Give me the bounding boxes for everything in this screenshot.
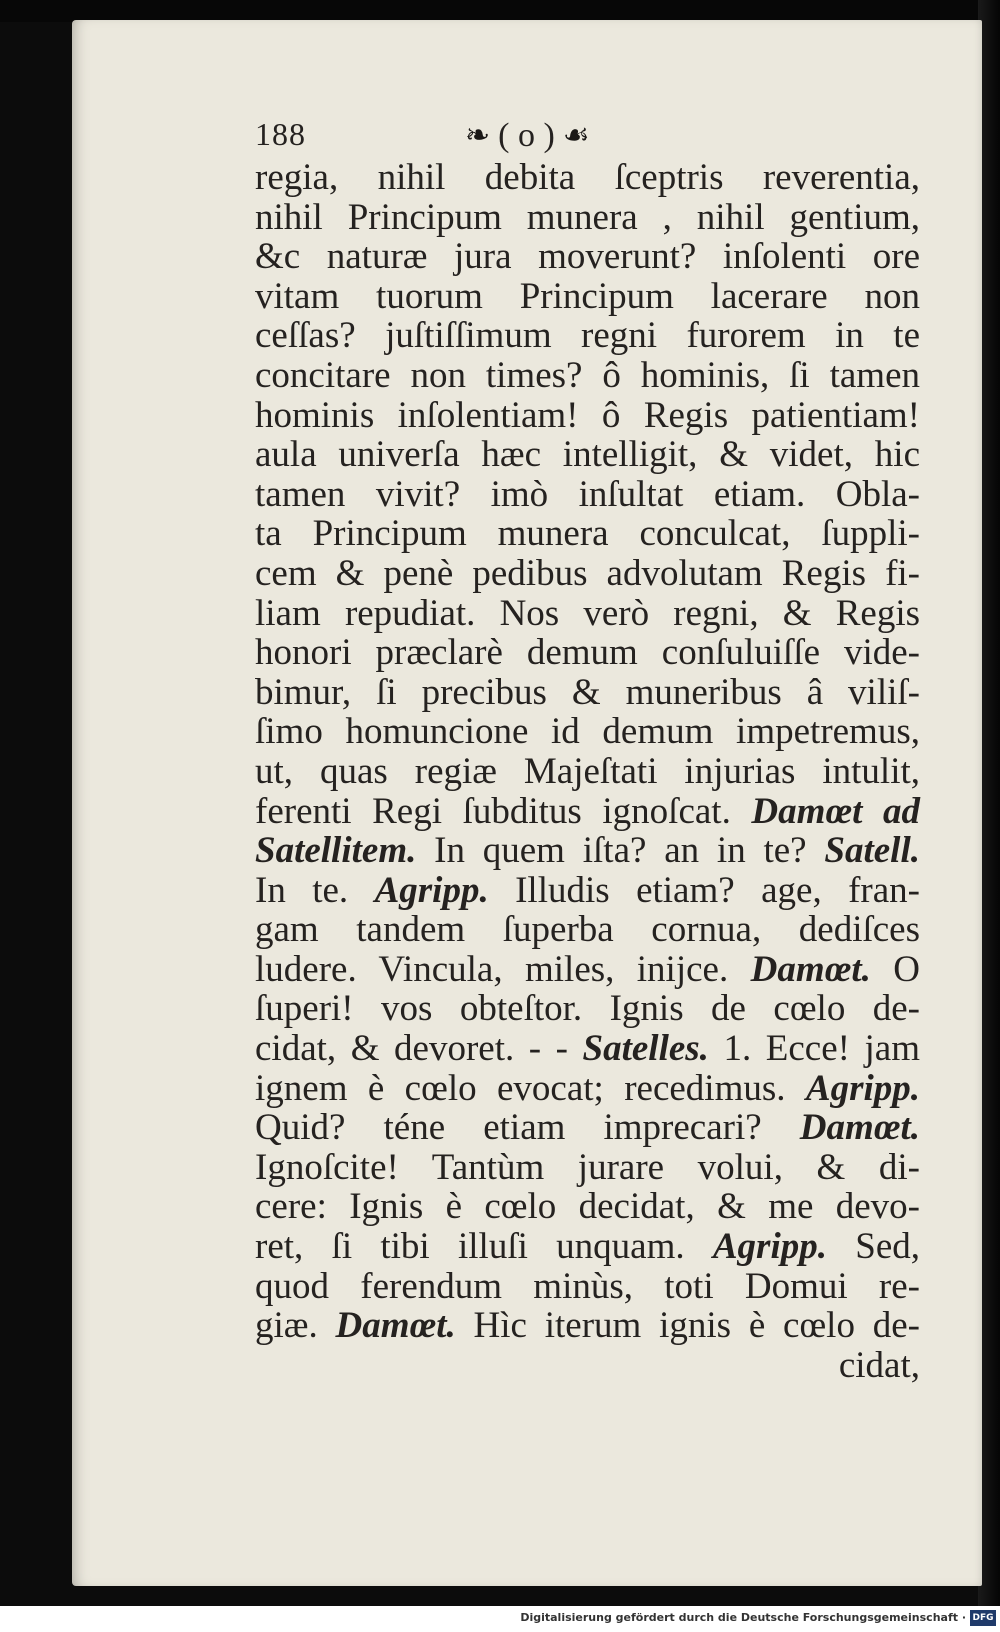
text-line (255, 277, 920, 317)
speaker-name: Satellitem. (255, 830, 417, 872)
text-segment: quod ferendum minùs, toti Domui re- (255, 1265, 920, 1307)
speaker-name: Damœt. (750, 948, 871, 990)
fleuron-right-icon: ☙ (562, 118, 590, 153)
text-segment: Ignoſcite! Tantùm jurare volui, & di- (255, 1146, 920, 1188)
text-line (255, 1148, 920, 1188)
text-segment: cidat, & devoret. - - (255, 1028, 583, 1070)
text-line (255, 712, 920, 752)
text-line (255, 871, 920, 911)
text-line (255, 1227, 920, 1267)
text-line (255, 396, 920, 436)
text-segment: ſimo homuncione id demum impetremus, (255, 711, 920, 753)
text-segment: tamen vivit? imò inſultat etiam. Obla- (255, 473, 920, 515)
digitization-footer (0, 1606, 1000, 1632)
speaker-name: Damœt. (799, 1107, 920, 1149)
text-line (255, 594, 920, 634)
text-segment: aula univerſa hæc intelligit, & videt, hic (255, 434, 920, 476)
text-line (255, 633, 920, 673)
text-segment: ignem è cœlo evocat; recedimus. (255, 1067, 806, 1109)
page-number: 188 (255, 116, 306, 153)
text-segment: &c naturæ jura moverunt? inſolenti ore (255, 236, 920, 278)
text-segment: giæ. (255, 1305, 336, 1347)
text-segment: In te. (255, 869, 375, 911)
speaker-name: Damœt. (335, 1305, 456, 1347)
text-line (255, 831, 920, 871)
speaker-name: Agripp. (712, 1226, 827, 1268)
text-line (255, 1069, 920, 1109)
text-segment: ta Principum munera conculcat, ſuppli- (255, 513, 920, 555)
text-line (255, 1029, 920, 1069)
text-line (255, 989, 920, 1029)
text-line (255, 1108, 920, 1148)
text-segment: hominis inſolentiam! ô Regis patientiam! (255, 394, 920, 436)
text-segment: ſuperi! vos obteſtor. Ignis de cœlo de- (255, 988, 920, 1030)
text-line (255, 1267, 920, 1307)
funding-credit: Digitalisierung gefördert durch die Deutsche Forschungsgemeinschaft · (520, 1611, 966, 1624)
text-segment: gam tandem ſuperba cornua, dediſces (255, 909, 920, 951)
text-segment: liam repudiat. Nos verò regni, & Regis (255, 592, 920, 634)
speaker-name: Satell. (824, 830, 920, 872)
scan-top-border (0, 0, 1000, 22)
text-segment: ret, ſi tibi illuſi unquam. (255, 1226, 713, 1268)
text-segment: Quid? téne etiam imprecari? (255, 1107, 800, 1149)
text-segment: Hìc iterum ignis è cœlo de- (455, 1305, 920, 1347)
text-line (255, 1346, 920, 1386)
text-segment: ludere. Vincula, miles, inijce. (255, 948, 751, 990)
text-segment: honori præclarè demum conſuluiſſe vide- (255, 632, 920, 674)
text-segment: Sed, (826, 1226, 921, 1268)
text-segment: regia, nihil debita ſceptris reverentia, (255, 157, 920, 198)
text-segment: 1. Ecce! jam (708, 1028, 920, 1070)
text-line (255, 198, 920, 238)
text-segment: nihil Principum munera , nihil gentium, (255, 196, 920, 238)
text-line (255, 237, 920, 277)
running-head (255, 112, 920, 158)
text-line (255, 475, 920, 515)
text-segment: cere: Ignis è cœlo decidat, & me devo- (255, 1186, 920, 1228)
text-line (255, 158, 920, 198)
text-segment: cem & penè pedibus advolutam Regis fi- (255, 552, 920, 594)
text-line (255, 316, 920, 356)
text-line (255, 1306, 920, 1346)
text-segment: vitam tuorum Principum lacerare non (255, 275, 920, 317)
header-ornament (465, 116, 590, 156)
text-segment: concitare non times? ô hominis, ſi tamen (255, 354, 920, 396)
text-line (255, 356, 920, 396)
text-lines (255, 158, 920, 1385)
text-line (255, 910, 920, 950)
text-segment: In quem iſta? an in te? (416, 830, 825, 872)
fleuron-left-icon: ❧ (465, 118, 491, 153)
text-segment: cidat, (838, 1344, 920, 1386)
ornament-center: ( o ) (498, 117, 555, 154)
speaker-name: Damœt ad (730, 790, 920, 832)
text-line (255, 514, 920, 554)
text-line (255, 752, 920, 792)
text-segment: O (870, 948, 920, 990)
text-line (255, 792, 920, 832)
text-line (255, 435, 920, 475)
speaker-name: Satelles. (582, 1028, 709, 1070)
text-line (255, 673, 920, 713)
text-segment: Illudis etiam? age, fran- (488, 869, 920, 911)
text-line (255, 1187, 920, 1227)
text-segment: ferenti Regi ſubditus ignoſcat. (255, 790, 731, 832)
dfg-logo: DFG (970, 1610, 996, 1626)
text-segment: ceſſas? juſtiſſimum regni furorem in te (255, 315, 920, 357)
page-text (255, 112, 920, 1385)
text-line (255, 554, 920, 594)
text-segment: ut, quas regiæ Majeſtati injurias intulit, (255, 750, 920, 792)
speaker-name: Agripp. (374, 869, 489, 911)
speaker-name: Agripp. (805, 1067, 920, 1109)
text-segment: bimur, ſi precibus & muneribus â viliſ- (255, 671, 920, 713)
text-line (255, 950, 920, 990)
